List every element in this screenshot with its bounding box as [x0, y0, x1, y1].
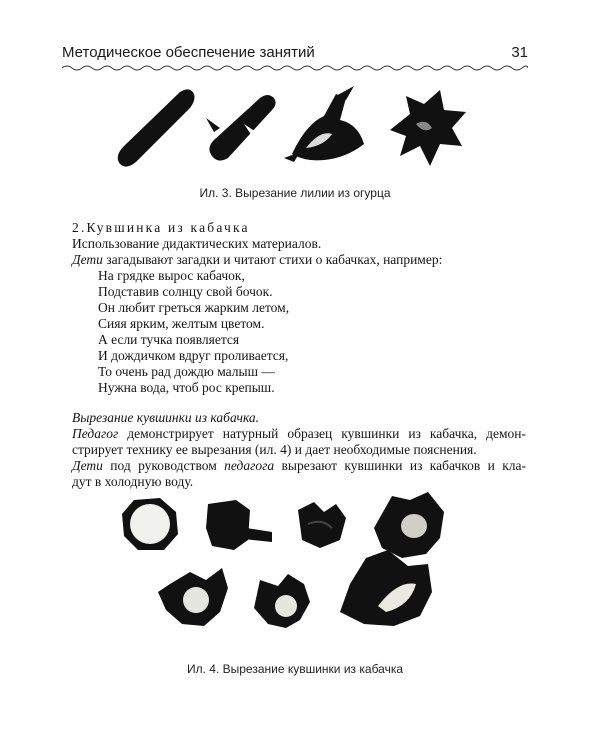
activity-title: Вырезание кувшинки из кабачка. [72, 410, 260, 425]
zucchini-step-1-image [122, 498, 178, 550]
teacher-paragraph-line-1 [72, 426, 526, 442]
children-activity-label: Дети [72, 458, 103, 473]
poem-line: То очень рад дождю малыш — [98, 364, 275, 379]
children-paragraph-line-1 [72, 458, 526, 474]
poem-line: Нужна вода, чтоб рос крепыш. [98, 380, 275, 395]
zucchini-step-5-image [158, 568, 228, 626]
teacher-text-1: демонстрирует натурный образец кувшинки из кабачка, демон- [118, 426, 526, 441]
poem-line: Подставив солнцу свой бочок. [98, 284, 273, 299]
figure-3-caption: Ил. 3. Вырезание лилии из огурца [199, 186, 391, 200]
zucchini-step-4-image [374, 492, 444, 558]
figure-4-caption: Ил. 4. Вырезание кувшинки из кабачка [186, 662, 404, 676]
zucchini-step-2-image [206, 500, 272, 550]
children-activity-text-b: вырезают кувшинки из кабачков и кла- [274, 458, 527, 473]
cucumber-step-4-image [390, 90, 466, 166]
cucumber-step-2-image [206, 95, 276, 161]
cucumber-step-3-image [284, 86, 364, 162]
intro-line: Использование дидактических материалов. [72, 236, 322, 251]
teacher-inline-label: педагога [224, 458, 275, 473]
zucchini-step-7-image [340, 550, 432, 626]
section-title: Методическое обеспечение занятий [62, 44, 315, 61]
children-text: загадывают загадки и читают стихи о кабачках, например: [102, 252, 443, 267]
poem-line: Он любит греться жарким летом, [98, 300, 290, 315]
cucumber-step-1-image [118, 89, 195, 166]
lily-cutting-figure [110, 84, 480, 174]
children-paragraph-line-2: дут в холодную воду. [72, 474, 194, 489]
zucchini-step-6-image [254, 574, 310, 628]
children-label: Дети [72, 252, 103, 267]
poem-line: На грядке вырос кабачок, [98, 268, 245, 283]
poem-line: И дождичком вдруг проливается, [98, 348, 289, 363]
section-heading: 2.Кувшинка из кабачка [72, 220, 250, 235]
poem-line: Сияя ярким, желтым цветом. [98, 316, 265, 331]
zucchini-step-3-image [298, 502, 346, 548]
children-activity-text-a: под руководством [102, 458, 225, 473]
children-line [72, 252, 442, 268]
poem-line: А если тучка появляется [98, 332, 240, 347]
page-number: 31 [511, 44, 528, 61]
teacher-paragraph-line-2: стрирует технику ее вырезания (ил. 4) и дает необходимые пояснения. [72, 442, 477, 457]
teacher-label: Педагог [72, 426, 119, 441]
water-lily-cutting-figure [110, 488, 450, 648]
header-wavy-rule [62, 64, 528, 72]
